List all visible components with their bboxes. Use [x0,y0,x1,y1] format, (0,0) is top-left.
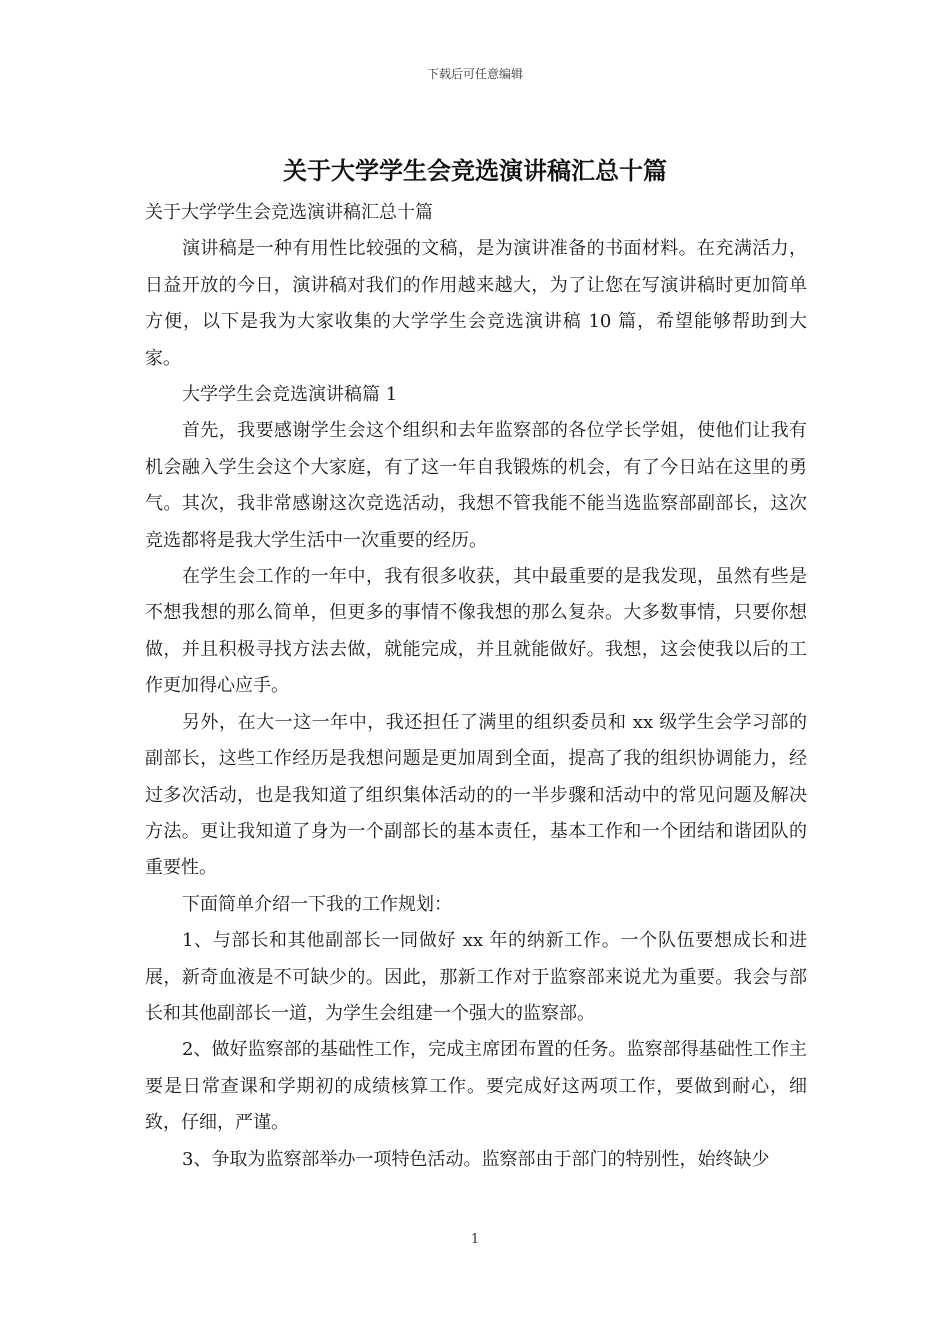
body-paragraph: 首先，我要感谢学生会这个组织和去年监察部的各位学长学姐，使他们让我有机会融入学生会这个大家庭，有了这一年自我锻炼的机会，有了今日站在这里的勇气。其次，我非常感谢这次竞选活动，我想不管我能不能当选监察部副部长，这次竞选都将是我大学生活中一次重要的经历。 [145,420,807,551]
body-paragraph: 下面简单介绍一下我的工作规划： [182,893,452,915]
page-number: 1 [470,1232,480,1247]
plan-item: 2、做好监察部的基础性工作，完成主席团布置的任务。监察部得基础性工作主要是日常查课和学期初的成绩核算工作。要完成好这两项工作，要做到耐心，细致，仔细，严谨。 [145,1039,807,1134]
intro-paragraph: 演讲稿是一种有用性比较强的文稿，是为演讲准备的书面材料。在充满活力，日益开放的今日，演讲稿对我们的作用越来越大，为了让您在写演讲稿时更加简单方便，以下是我为大家收集的大学学生会竞选演讲稿 10 篇，希望能够帮助到大家。 [145,238,807,369]
plan-item: 3、争取为监察部举办一项特色活动。监察部由于部门的特别性，始终缺少 [182,1148,770,1170]
body-paragraph: 另外，在大一这一年中，我还担任了满里的组织委员和 xx 级学生会学习部的副部长，这些工作经历是我想问题是更加周到全面，提高了我的组织协调能力，经过多次活动，也是我知道了组织集体活动的的一半步骤和活动中的常见问题及解决方法。更让我知道了身为一个副部长的基本责任，基本工作和一个团结和谐团队的重要性。 [145,711,807,879]
document-title: 关于大学学生会竞选演讲稿汇总十篇 [283,156,667,185]
plan-item: 1、与部长和其他副部长一同做好 xx 年的纳新工作。一个队伍要想成长和进展，新奇血液是不可缺少的。因此，那新工作对于监察部来说尤为重要。我会与部长和其他副部长一道，为学生会组建一个强大的监察部。 [145,930,807,1024]
body-paragraph: 在学生会工作的一年中，我有很多收获，其中最重要的是我发现，虽然有些是不想我想的那么简单，但更多的事情不像我想的那么复杂。大多数事情，只要你想做，并且积极寻找方法去做，就能完成，并且就能做好。我想，这会使我以后的工作更加得心应手。 [145,566,807,697]
section-heading: 大学学生会竞选演讲稿篇 1 [182,384,398,406]
subtitle-line: 关于大学学生会竞选演讲稿汇总十篇 [145,202,433,223]
document-body [145,195,807,1178]
page-header-note: 下载后可任意编辑 [426,67,523,81]
